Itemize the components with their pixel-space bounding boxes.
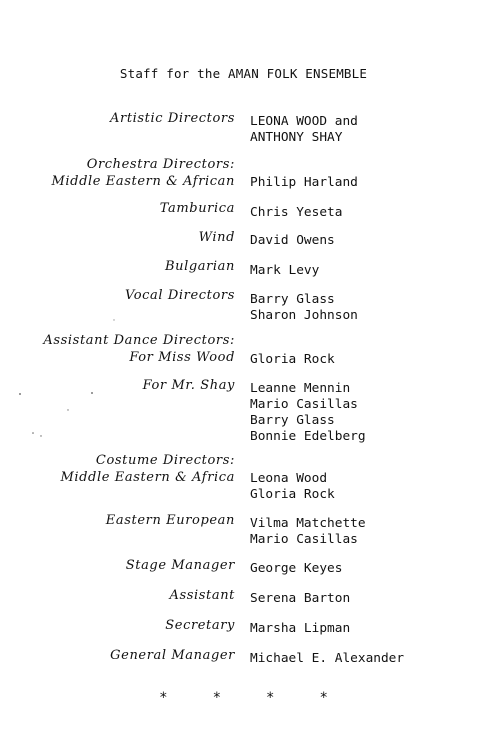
role-label-line: Eastern European (105, 513, 235, 528)
staff-name: Marsha Lipman (250, 621, 351, 636)
role-label (52, 156, 236, 190)
role-label-line: Vocal Directors (124, 288, 235, 303)
staff-name: Philip Harland (250, 175, 358, 190)
role-label (165, 618, 235, 634)
staff-names (250, 233, 335, 249)
staff-name: Mario Casillas (250, 397, 358, 412)
footer-stars (0, 690, 487, 706)
staff-names (250, 621, 350, 637)
role-label (160, 201, 235, 217)
role-label-line: Assistant Dance Directors: (43, 333, 235, 348)
staff-name: Bonnie Edelberg (250, 429, 366, 444)
role-label (60, 452, 235, 486)
staff-names (250, 561, 342, 577)
staff-names (250, 263, 319, 279)
staff-name: Barry Glass (250, 413, 335, 428)
role-label-line: For Miss Wood (129, 350, 235, 365)
staff-name: Mark Levy (250, 263, 320, 278)
staff-names (250, 516, 366, 548)
role-label-line: For Mr. Shay (142, 378, 235, 393)
staff-names (250, 471, 335, 503)
staff-names (250, 292, 358, 324)
role-label (165, 259, 235, 275)
role-label-line: Assistant (169, 588, 235, 603)
role-label-line: General Manager (110, 648, 235, 663)
staff-names (250, 205, 342, 221)
role-label (125, 288, 235, 304)
staff-name: Barry Glass (250, 292, 335, 307)
staff-name: George Keyes (250, 561, 343, 576)
staff-names (250, 591, 350, 607)
staff-names (250, 114, 358, 146)
speck (19, 393, 21, 395)
staff-name: Sharon Johnson (250, 308, 358, 323)
staff-names (250, 352, 335, 368)
staff-name: David Owens (250, 233, 335, 248)
staff-name: Gloria Rock (250, 352, 335, 367)
staff-name: LEONA WOOD and (250, 114, 358, 129)
role-label (43, 332, 235, 366)
page-title: Staff for the AMAN FOLK ENSEMBLE (119, 66, 368, 81)
staff-name: Vilma Matchette (250, 516, 366, 531)
staff-name: Serena Barton (250, 591, 351, 606)
speck (40, 435, 41, 436)
role-label-line: Middle Eastern & Africa (60, 470, 235, 485)
star-ornament: * (159, 690, 168, 706)
star-ornament: * (266, 690, 275, 706)
role-label (110, 111, 235, 127)
star-ornament: * (212, 690, 221, 706)
staff-name: Gloria Rock (250, 487, 335, 502)
role-label (169, 588, 235, 604)
role-label-line: Orchestra Directors: (86, 157, 235, 172)
speck (113, 319, 114, 320)
role-label-line: Artistic Directors (110, 111, 235, 126)
staff-name: Leona Wood (250, 471, 328, 486)
speck (67, 409, 68, 410)
staff-names (250, 175, 358, 191)
staff-name: ANTHONY SHAY (250, 130, 343, 145)
role-label-line: Middle Eastern & African (51, 174, 235, 189)
speck (32, 432, 34, 434)
role-label-line: Bulgarian (164, 259, 235, 274)
role-label-line: Tamburica (159, 201, 235, 216)
staff-name: Michael E. Alexander (250, 651, 405, 666)
role-label (126, 558, 235, 574)
role-label (106, 513, 235, 529)
role-label-line: Stage Manager (125, 558, 235, 573)
speck (91, 392, 93, 394)
role-label (143, 378, 235, 394)
role-label-line: Costume Directors: (95, 453, 235, 468)
staff-names (250, 381, 366, 445)
role-label-line: Secretary (165, 618, 235, 633)
role-label-line: Wind (198, 230, 235, 245)
staff-name: Mario Casillas (250, 532, 358, 547)
role-label (110, 648, 235, 664)
role-label (199, 230, 235, 246)
star-ornament: * (319, 690, 328, 706)
staff-name: Leanne Mennin (250, 381, 351, 396)
staff-names (250, 651, 404, 667)
staff-name: Chris Yeseta (250, 205, 343, 220)
